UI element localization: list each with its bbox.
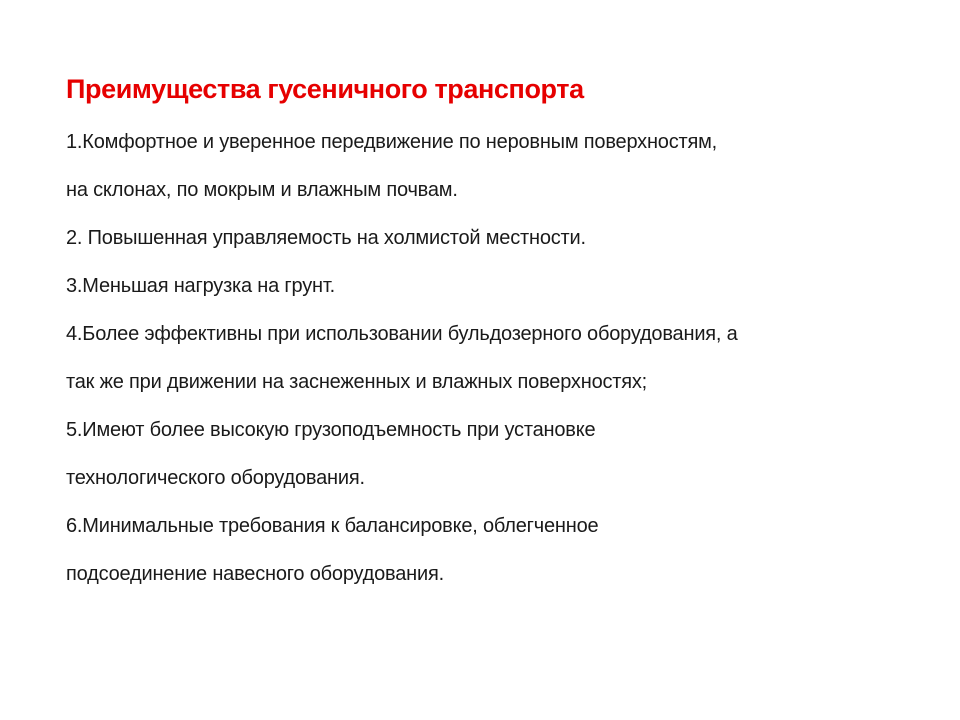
body-line-7: 5.Имеют более высокую грузоподъемность при установке bbox=[66, 419, 596, 441]
body-line-8: технологического оборудования. bbox=[66, 467, 365, 489]
body-line-5: 4.Более эффективны при использовании бульдозерного оборудования, а bbox=[66, 323, 738, 345]
slide-title: Преимущества гусеничного транспорта bbox=[66, 74, 584, 104]
body-line-9: 6.Минимальные требования к балансировке, облегченное bbox=[66, 515, 599, 537]
body-line-10: подсоединение навесного оборудования. bbox=[66, 563, 444, 585]
body-line-4: 3.Меньшая нагрузка на грунт. bbox=[66, 275, 335, 297]
body-line-1: 1.Комфортное и уверенное передвижение по неровным поверхностям, bbox=[66, 131, 718, 153]
body-line-2: на склонах, по мокрым и влажным почвам. bbox=[66, 179, 458, 201]
slide-body bbox=[66, 122, 926, 602]
body-line-6: так же при движении на заснеженных и влажных поверхностях; bbox=[66, 371, 648, 393]
body-line-3: 2. Повышенная управляемость на холмистой местности. bbox=[66, 227, 586, 249]
